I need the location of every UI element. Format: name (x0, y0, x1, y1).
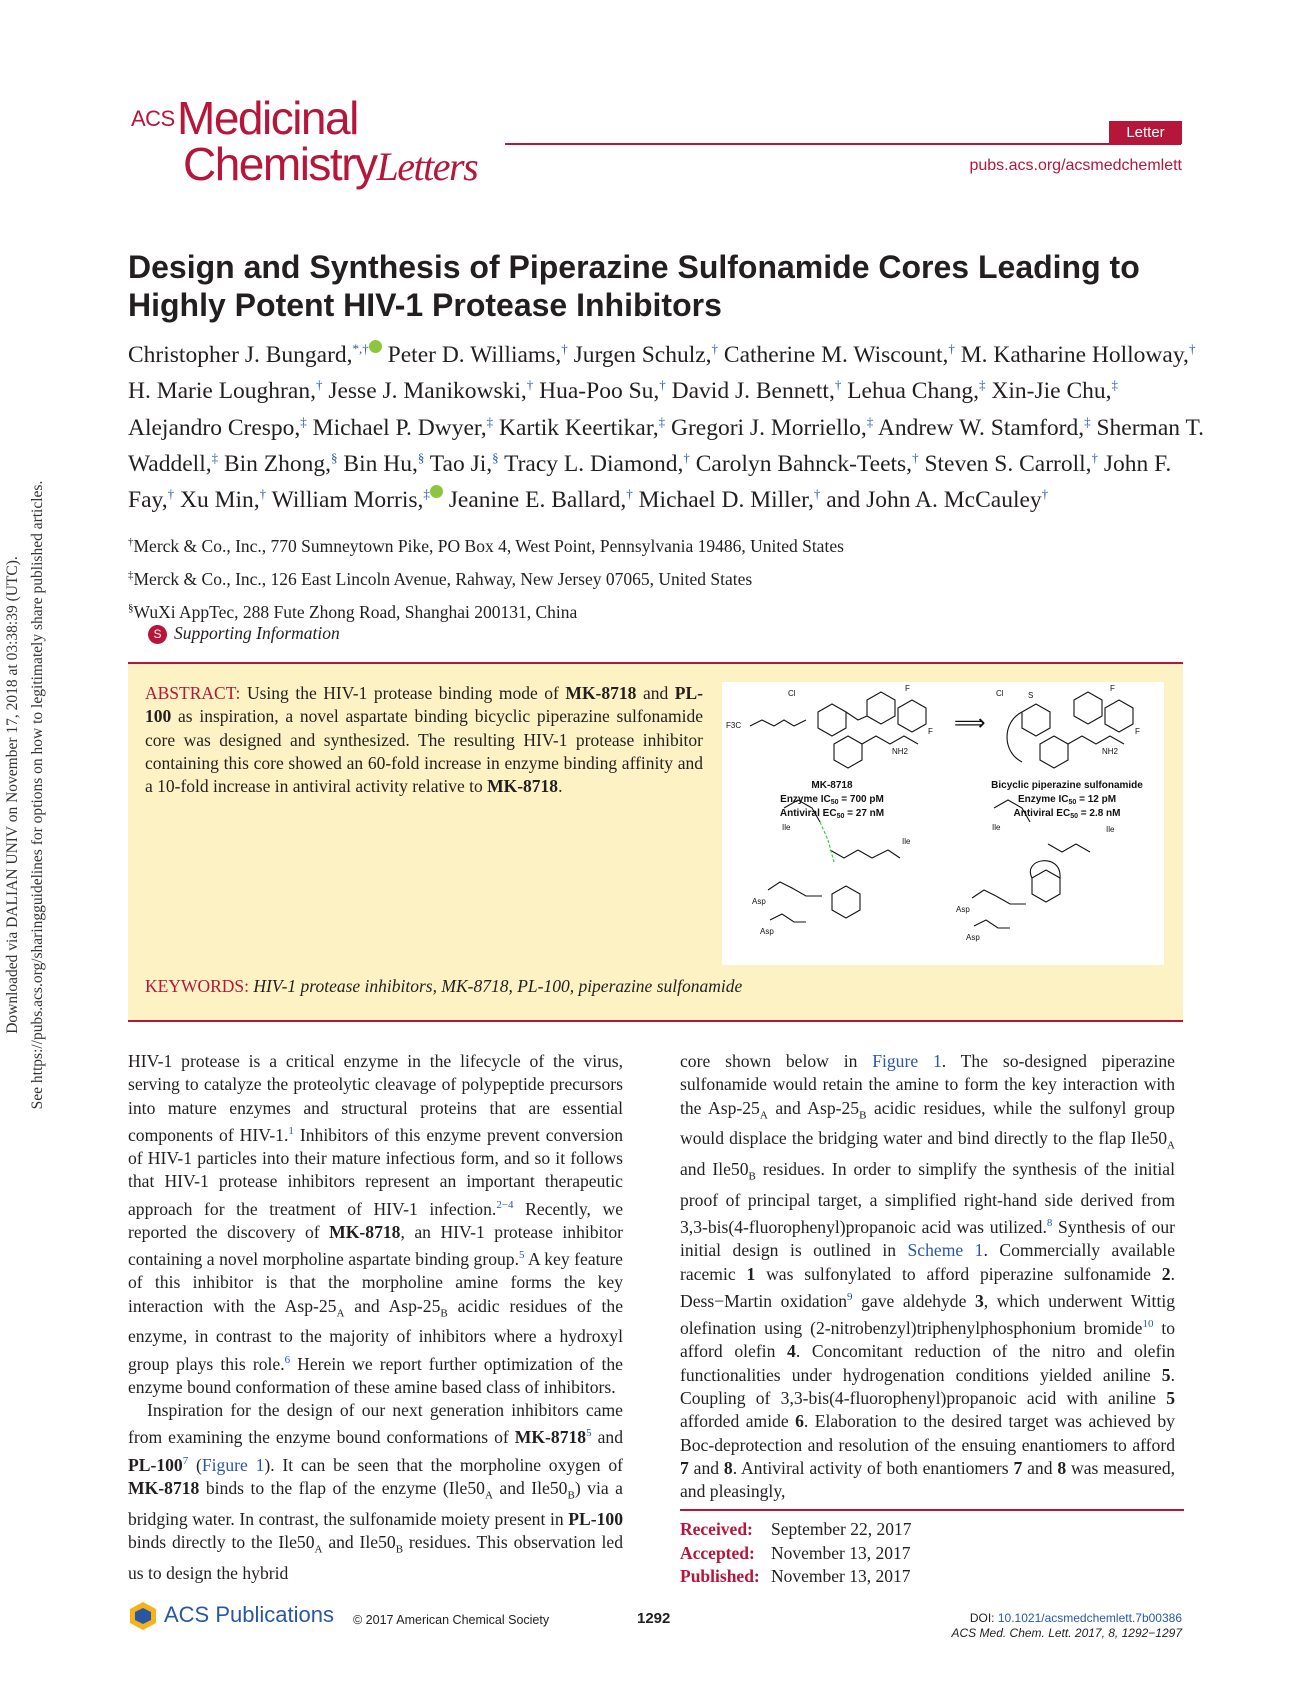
supporting-info-link[interactable] (148, 623, 340, 644)
journal-logo-acs: ACS (131, 106, 175, 131)
atom-label: Ile (992, 823, 1001, 832)
figure-1-link[interactable]: Figure 1 (201, 1454, 265, 1475)
date-published: Published: November 13, 2017 (680, 1566, 911, 1586)
body-column-right (680, 1050, 1175, 1503)
journal-url-link[interactable]: pubs.acs.org/acsmedchemlett (969, 157, 1182, 174)
toc-graphic (722, 682, 1164, 965)
copyright: © 2017 American Chemical Society (353, 1613, 550, 1627)
orcid-icon[interactable] (369, 340, 382, 353)
abstract-text: ABSTRACT: Using the HIV-1 protease binding mode of MK-8718 and PL-100 as inspiration, a novel aspartate binding bicyclic piperazine sulfonamide core was designed and synthesized. The resulting HIV-1 protease inhibitor containing this core showed an 60-fold increase in enzyme binding affinity and a 10-fold increase in antiviral activity relative to MK-8718. (145, 683, 703, 797)
atom-label: Asp (752, 897, 766, 906)
toc-structures (722, 682, 1164, 965)
journal-logo-line1: Medicinal (177, 92, 358, 144)
page-number: 1292 (637, 1610, 671, 1627)
date-received: Received: September 22, 2017 (680, 1519, 912, 1539)
download-watermark (0, 170, 50, 1420)
paragraph: HIV-1 protease is a critical enzyme in the lifecycle of the virus, serving to catalyze the proteolytic cleavage of polypeptide precursors into mature enzymes and structural proteins that are essential components of HIV-1.$^1$ Inhibitors of this enzyme prevent conversion of HIV-1 particles into their mature infectious form, and so it follows that HIV-1 protease inhibitors represent an important therapeutic approach for the treatment of HIV-1 infection.$^{2-4}$ Recently, we reported the discovery of MK-8718, an HIV-1 protease inhibitor containing a novel morpholine aspartate binding group.$^5$ A key feature of this inhibitor is that the morpholine amine forms the key interaction with the Asp-$25_A$ and Asp-$25_B$ acidic residues of the enzyme, in contrast to the majority of inhibitors where a hydroxyl group plays this role.$^6$ Herein we report further optimization of the enzyme bound conformation of these amine based class of inhibitors. (128, 1051, 624, 1397)
journal-logo-letters: Letters (376, 144, 478, 189)
keywords-label: KEYWORDS: (145, 976, 250, 996)
svg-text:Antiviral EC50 = 27 nM: Antiviral $EC_{50} = 27$ nM (779, 808, 885, 820)
article-title: Design and Synthesis of Piperazine Sulfonamide Cores Leading to Highly Potent HIV-1 Protease Inhibitors (128, 249, 1140, 323)
paragraph: core shown below in Figure 1. The so-designed piperazine sulfonamide would retain the amine to form the key interaction with the Asp-$25_A$ and Asp-$25_B$ acidic residues, while the sulfonyl group would displace the bridging water and bind directly to the flap $Ile50_A$ and $Ile50_B$ residues. In order to simplify the synthesis of the initial proof of principal target, a simplified right-hand side derived from 3,3-bis(4-fluorophenyl)propanoic acid was utilized.$^8$ Synthesis of our initial design is outlined in Scheme 1. Commercially available racemic 1 was sulfonylated to afford piperazine sulfonamide 2. Dess−Martin oxidation$^9$ gave aldehyde 3, which underwent Wittig olefination using (2-nitrobenzyl)triphenylphosphonium bromide$^{10}$ to afford olefin 4. Concomitant reduction of the nitro and olefin functionalities under hydrogenation conditions yielded aniline 5. Coupling of 3,3-bis(4-fluorophenyl)propanoic acid with aniline 5 afforded amide 6. Elaboration to the desired target was achieved by Boc-deprotection and resolution of the ensuing enantiomers to afford 7 and 8. Antiviral activity of both enantiomers 7 and 8 was measured, and pleasingly, (680, 1051, 1176, 1502)
svg-text:Antiviral EC50 = 2.8 nM: Antiviral $EC_{50} = 2.8$ nM (1013, 808, 1121, 820)
atom-label: NH2 (892, 747, 909, 756)
affiliation: †Merck & Co., Inc., 770 Sumneytown Pike, PO Box 4, West Point, Pennsylvania 19486, United States (128, 535, 844, 556)
citation: ACS Med. Chem. Lett. 2017, 8, 1292−1297 (951, 1626, 1182, 1640)
header-rule (505, 143, 1181, 145)
orcid-icon[interactable] (430, 485, 443, 498)
atom-label: F (1110, 684, 1115, 693)
atom-label: F (928, 727, 933, 736)
abstract-label: ABSTRACT: (145, 683, 241, 703)
svg-text:Enzyme IC50 = 700 pM: Enzyme $IC_{50} = 700$ pM (780, 794, 884, 806)
svg-text:Enzyme IC50 = 12 pM: Enzyme $IC_{50} = 12$ pM (1017, 794, 1117, 806)
watermark-line-1: Downloaded via DALIAN UNIV on November 17, 2018 at 03:38:39 (UTC). (4, 556, 21, 1034)
atom-label: Ile (1106, 825, 1115, 834)
affiliations (128, 528, 1128, 626)
acs-hexagon-icon (128, 1601, 158, 1631)
journal-logo-chemistry: Chemistry (183, 138, 377, 190)
atom-label: Ile (902, 837, 911, 846)
body-column-left (128, 1050, 623, 1585)
watermark-line-2: See https://pubs.acs.org/sharingguidelines for options on how to legitimately share published articles. (29, 480, 46, 1110)
author-list: Christopher J. Bungard,*,† Peter D. Williams,† Jurgen Schulz,† Catherine M. Wiscount,† M. Katharine Holloway,† H. Marie Loughran,† Jesse J. Manikowski,† Hua-Poo Su,† David J. Bennett,† Lehua Chang,‡ Xin-Jie Chu,‡ Alejandro Crespo,‡ Michael P. Dwyer,‡ Kartik Keertikar,‡ Gregori J. Morriello,‡ Andrew W. Stamford,‡ Sherman T. Waddell,‡ Bin Zhong,§ Bin Hu,§ Tao Ji,§ Tracy L. Diamond,† Carolyn Bahnck-Teets,† Steven S. Carroll,† John F. Fay,† Xu Min,† William Morris,‡ Jeanine E. Ballard,† Michael D. Miller,† and John A. McCauley† (128, 341, 1204, 514)
atom-label: Cl (996, 689, 1004, 698)
transform-arrow: ⟹ (954, 710, 986, 735)
paragraph: Inspiration for the design of our next generation inhibitors came from examining the enzyme bound conformations of MK-8718$^5$ and $PL-100^7$ (Figure 1). It can be seen that the morpholine oxygen of MK-8718 binds to the flap of the enzyme ($Ile50_A$ and $Ile50_B$) via a bridging water. In contrast, the sulfonamide moiety present in PL-100 binds directly to the $Ile50_A$ and $Ile50_B$ residues. This observation led us to design the hybrid (128, 1400, 623, 1583)
atom-label: Ile (782, 823, 791, 832)
dates-rule (680, 1509, 1184, 1511)
affiliation: §WuXi AppTec, 288 Fute Zhong Road, Shanghai 200131, China (128, 601, 578, 622)
atom-label: Cl (788, 689, 796, 698)
atom-label: NH2 (1102, 747, 1119, 756)
date-accepted: Accepted: November 13, 2017 (680, 1542, 911, 1563)
atom-label: F (1135, 727, 1140, 736)
atom-label: Asp (760, 927, 774, 936)
atom-label: S (1028, 691, 1034, 700)
journal-logo-line2 (183, 140, 477, 191)
affiliation: ‡Merck & Co., Inc., 126 East Lincoln Avenue, Rahway, New Jersey 07065, United States (128, 568, 753, 589)
atom-label: F (905, 684, 910, 693)
article-type-badge: Letter (1109, 121, 1182, 144)
supporting-info-label: Supporting Information (174, 623, 340, 643)
scheme-1-link[interactable]: Scheme 1 (907, 1240, 984, 1261)
doi-block: DOI: 10.1021/acsmedchemlett.7b00386 ACS Med. Chem. Lett. 2017, 8, 1292−1297 (951, 1611, 1182, 1640)
doi-link[interactable]: 10.1021/acsmedchemlett.7b00386 (997, 1611, 1182, 1625)
left-compound-name: MK-8718 (811, 780, 853, 791)
figure-1-link[interactable]: Figure 1 (872, 1051, 942, 1071)
right-compound-name: Bicyclic piperazine sulfonamide (991, 780, 1143, 791)
supporting-info-icon: S (148, 625, 167, 644)
acs-publications-logo: ACS Publications (128, 1601, 334, 1631)
atom-label: F3C (726, 721, 742, 730)
atom-label: Asp (966, 933, 980, 942)
keywords-value: HIV-1 protease inhibitors, MK-8718, PL-100, piperazine sulfonamide (253, 976, 743, 996)
atom-label: Asp (956, 905, 970, 914)
keywords (145, 976, 742, 997)
article-dates (680, 1518, 911, 1589)
